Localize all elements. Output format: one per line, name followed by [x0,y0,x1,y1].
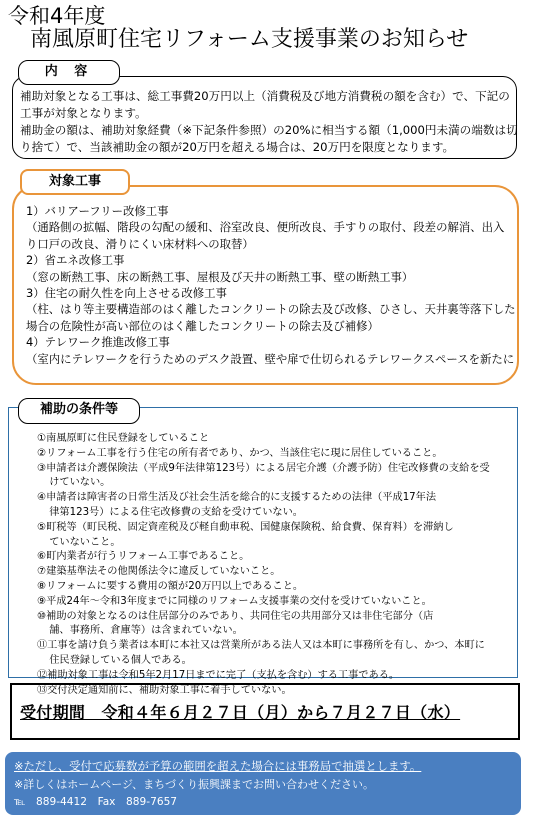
works-line: （通路側の拡幅、階段の勾配の緩和、浴室改良、便所改良、手すりの取付、段差の解消、出入 [26,220,505,235]
works-line: り口戸の改良、滑りにくい床材料への取替） [26,236,254,251]
reception-period-text: 受付期間 令和４年６月２７日（月）から７月２７日（水） [20,703,461,722]
works-line: 1）バリアーフリー改修工事 [26,204,169,218]
content-line: 補助金の額は、補助対象経費（※下記条件参照）の20%に相当する額（1,000円未満の端数は切 [20,123,518,137]
condition-line: ⑬交付決定通知前に、補助対象工事に着手していない。 [37,684,292,696]
works-line: 4）テレワーク推進改修工事 [26,335,170,350]
conditions-box [8,407,518,696]
works-text [26,203,516,367]
condition-line: ②リフォーム工事を行う住宅の所有者であり、かつ、当該住宅に現に居住していること。 [37,447,443,459]
works-line: （室内にテレワークを行うためのデスク設置、壁や扉で仕切られるテレワークスペースを新たに [26,351,515,366]
condition-line: ①南風原町に住民登録をしていること [37,433,210,444]
condition-line: ⑨平成24年～令和3年度までに同様のリフォーム支援事業の交付を受けていないこと。 [37,595,432,607]
conditions-heading: 補助の条件等 [18,398,140,424]
condition-line: ⑦建築基準法その他関係法令に違反していないこと。 [37,566,281,578]
content-text [20,88,518,156]
content-box [12,76,517,159]
works-line: 2）省エネ改修工事 [26,253,125,268]
condition-line: ⑧リフォームに要する費用の額が20万円以上であること。 [37,580,304,592]
conditions-list [37,432,503,698]
condition-line: ⑥町内業者が行うリフォーム工事であること。 [37,551,250,563]
works-box [12,185,519,385]
content-line: 工事が対象となります。 [20,106,147,120]
condition-line: ④申請者は障害者の日常生活及び社会生活を総合的に支援するための法律（平成17年法 [37,492,437,504]
page-title: 南風原町住宅リフォーム支援事業のお知らせ [30,27,469,52]
condition-line: ⑫補助対象工事は令和5年2月17日までに完了（支払を含む）する工事である。 [37,669,400,681]
condition-line: けていない。 [49,477,111,489]
condition-line: ③申請者は介護保険法（平成9年法律第123号）による居宅介護（介護予防）住宅改修費の支給を受 [37,462,490,474]
works-line: （柱、はり等主要構造部のはく離したコンクリートの除去及び改修、ひさし、天井裏等落下した [26,302,516,317]
title-year: 令和4年度 [8,4,106,28]
works-line: （窓の断熱工事、床の断熱工事、屋根及び天井の断熱工事、壁の断熱工事） [26,269,414,284]
content-line: 補助対象となる工事は、総工事費20万円以上（消費税及び地方消費税の額を含む）で、下記の [20,89,510,103]
condition-line: 律第123号）による住宅改修費の支給を受けていない。 [49,506,303,518]
works-heading: 対象工事 [20,169,130,195]
condition-line: ていないこと。 [49,536,121,548]
reception-period-box [10,683,520,740]
works-line: 3）住宅の耐久性を向上させる改修工事 [26,286,227,301]
condition-line: 舗、事務所、倉庫等）は含まれていない。 [49,625,243,637]
condition-line: ⑪工事を請け負う業者は本町に本社又は営業所がある法人又は本町に事務所を有し、かつ、本町に [37,640,485,652]
notice-contact-text: ※詳しくはホームページ、まちづくり振興課までお問い合わせください。 [14,778,375,791]
notice-lottery-text: ※ただし、受付で応募数が予算の範囲を超えた場合には事務局で抽選とします。 [14,759,422,773]
condition-line: ⑤町税等（町民税、固定資産税及び軽自動車税、国健康保険税、給食費、保育料）を滞納し [37,521,454,533]
notice-box [5,752,521,815]
condition-line: 住民登録している個人である。 [49,654,192,666]
content-line: り捨て）で、当該補助金の額が20万円を超える場合は、20万円を限度となります。 [20,140,455,154]
works-line: 場合の危険性が高い部位のはく離したコンクリートの除去及び補修） [26,318,379,333]
notice-phone-fax: ℡ 889-4412 Fax 889-7657 [14,796,178,808]
condition-line: ⑩補助の対象となるのは住居部分のみであり、共同住宅の共用部分又は非住宅部分（店 [37,610,434,622]
content-heading: 内 容 [18,60,120,85]
